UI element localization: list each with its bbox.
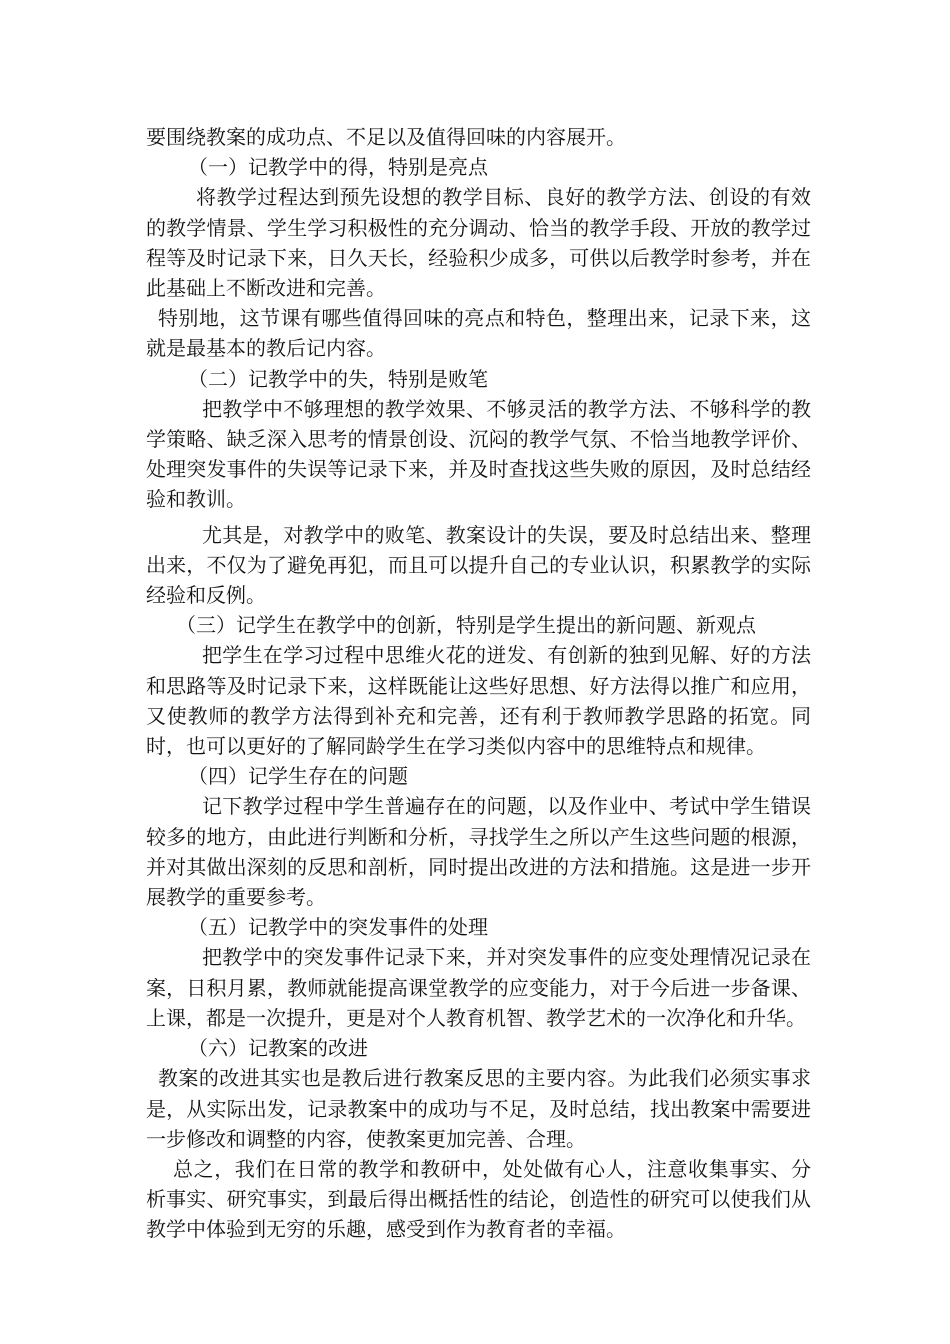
paragraph-section-4-body: 记下教学过程中学生普遍存在的问题，以及作业中、考试中学生错误较多的地方，由此进行判断和分析，寻找学生之所以产生这些问题的根源，并对其做出深刻的反思和剖析，同时提出改进的方法和措施。这是进一步开展教学的重要参考。	[146, 794, 811, 910]
heading-section-5: （五）记教学中的突发事件的处理	[188, 915, 488, 940]
paragraph-section-2-extra: 尤其是，对教学中的败笔、教案设计的失误，要及时总结出来、整理出来，不仅为了避免再犯，而且可以提升自己的专业认识，积累教学的实际经验和反例。	[146, 522, 811, 608]
paragraph-section-1-body: 将教学过程达到预先设想的教学目标、良好的教学方法、创设的有效的教学情景、学生学习积极性的充分调动、恰当的教学手段、开放的教学过程等及时记录下来，日久天长，经验积少成多，可供以后教学时参考，并在此基础上不断改进和完善。	[146, 185, 811, 301]
paragraph-intro: 要围绕教案的成功点、不足以及值得回味的内容展开。	[146, 125, 626, 149]
heading-section-3: （三）记学生在教学中的创新，特别是学生提出的新问题、新观点	[176, 613, 756, 638]
heading-section-6: （六）记教案的改进	[188, 1036, 368, 1061]
paragraph-section-2-body: 把教学中不够理想的教学效果、不够灵活的教学方法、不够科学的教学策略、缺乏深入思考的情景创设、沉闷的教学气氛、不恰当地教学评价、处理突发事件的失误等记录下来，并及时查找这些失败的原因，及时总结经验和教训。	[146, 396, 811, 512]
heading-section-1: （一）记教学中的得，特别是亮点	[188, 155, 488, 180]
heading-section-2: （二）记教学中的失，特别是败笔	[188, 366, 488, 391]
paragraph-section-5-body: 把教学中的突发事件记录下来，并对突发事件的应变处理情况记录在案，日积月累，教师就能提高课堂教学的应变能力，对于今后进一步备课、上课，都是一次提升，更是对个人教育机智、教学艺术的一次净化和升华。	[146, 945, 811, 1030]
paragraph-section-3-body: 把学生在学习过程中思维火花的迸发、有创新的独到见解、好的方法和思路等及时记录下来，这样既能让这些好思想、好方法得以推广和应用，又使教师的教学方法得到补充和完善，还有利于教师教学思路的拓宽。同时，也可以更好的了解同龄学生在学习类似内容中的思维特点和规律。	[146, 643, 811, 759]
paragraph-conclusion: 总之，我们在日常的教学和教研中，处处做有心人，注意收集事实、分析事实、研究事实，到最后得出概括性的结论，创造性的研究可以使我们从教学中体验到无穷的乐趣，感受到作为教育者的幸福。	[146, 1156, 811, 1242]
paragraph-section-1-extra: 特别地，这节课有哪些值得回味的亮点和特色，整理出来，记录下来，这就是最基本的教后记内容。	[146, 306, 811, 361]
document-body	[146, 122, 811, 1245]
heading-section-4: （四）记学生存在的问题	[188, 764, 408, 789]
paragraph-section-6-body: 教案的改进其实也是教后进行教案反思的主要内容。为此我们必须实事求是，从实际出发，记录教案中的成功与不足，及时总结，找出教案中需要进一步修改和调整的内容，使教案更加完善、合理。	[146, 1066, 811, 1151]
